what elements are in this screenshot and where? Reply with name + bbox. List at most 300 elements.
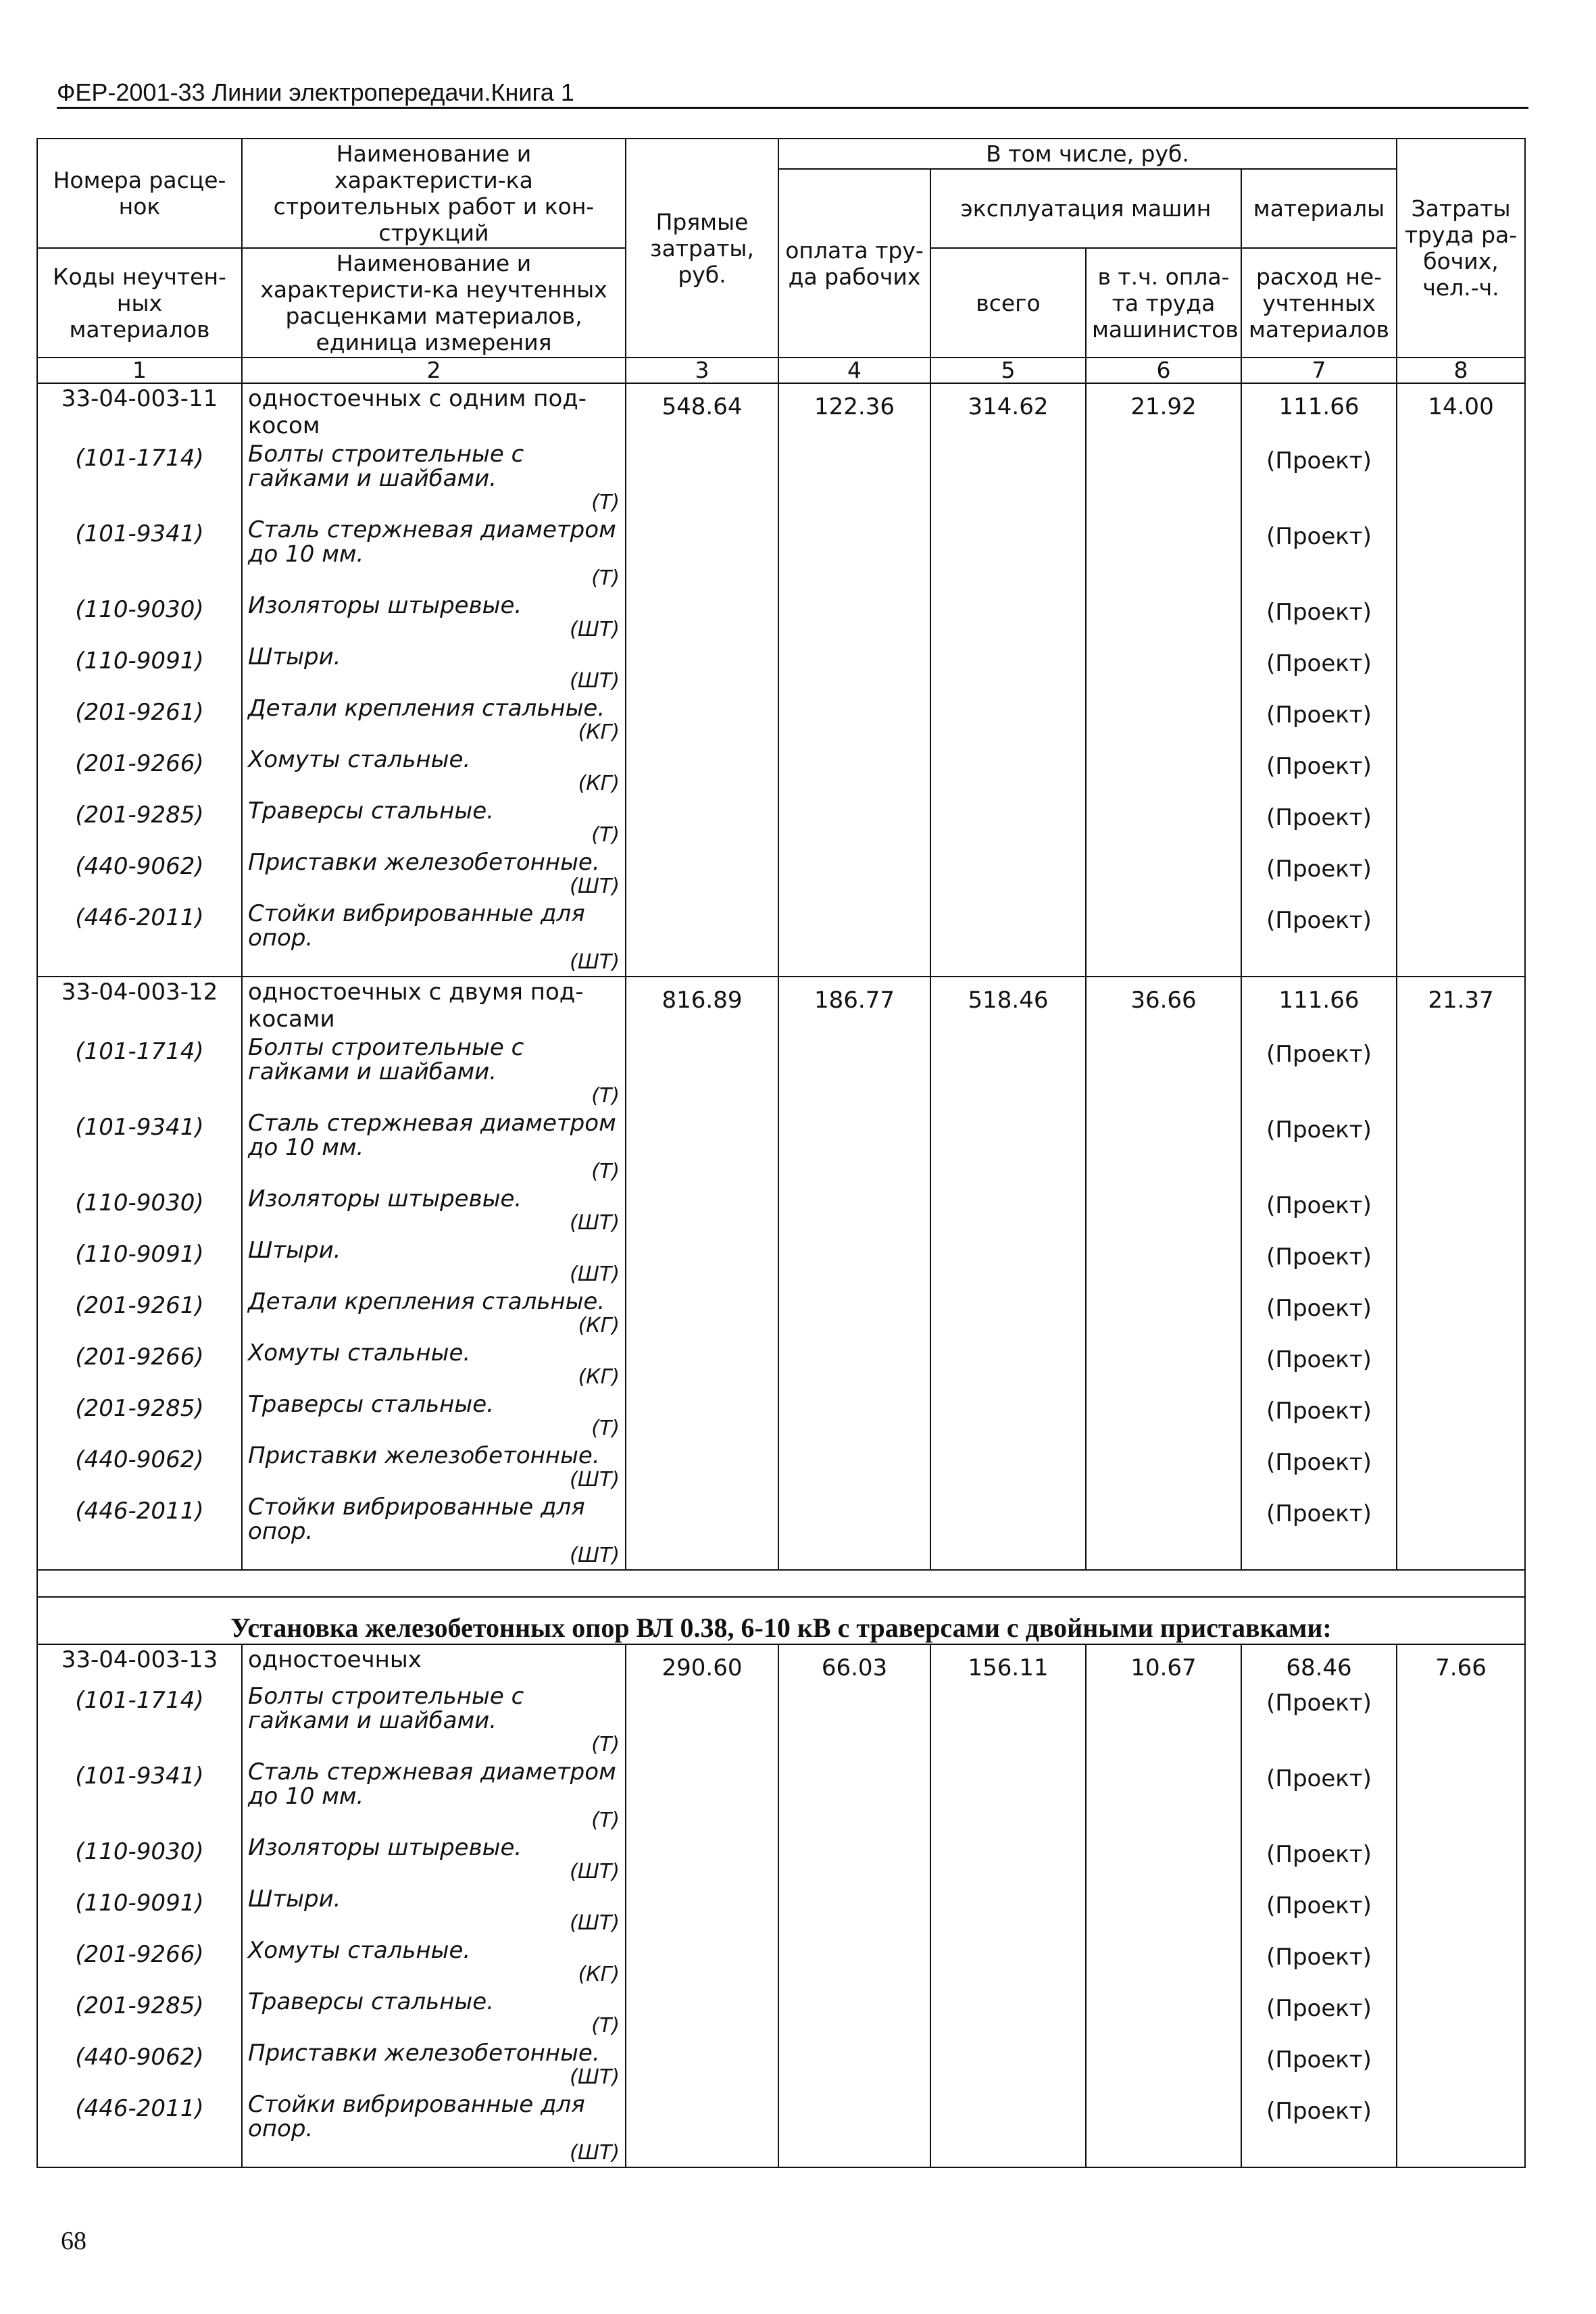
empty-cell xyxy=(778,2040,930,2091)
column-number: 7 xyxy=(1241,358,1397,383)
section-gap xyxy=(37,1570,1525,1597)
rate-code: 33-04-003-12 xyxy=(37,977,242,1034)
material-code: (101-9341) xyxy=(37,516,242,592)
material-row xyxy=(37,1110,1525,1185)
material-row xyxy=(37,1185,1525,1237)
material-unit: (Т) xyxy=(591,1160,620,1183)
material-name: Траверсы стальные. xyxy=(248,1391,494,1418)
material-name-cell xyxy=(242,797,626,849)
material-name: Штыри. xyxy=(248,643,341,670)
material-code: (110-9030) xyxy=(37,1185,242,1237)
empty-cell xyxy=(1397,1988,1525,2040)
empty-cell xyxy=(626,1391,778,1442)
material-unit: (КГ) xyxy=(578,772,620,795)
rate-row xyxy=(37,1644,1525,1683)
column-number: 3 xyxy=(626,358,778,383)
material-name: Детали крепления стальные. xyxy=(248,695,605,722)
empty-cell xyxy=(1397,1683,1525,1758)
empty-cell xyxy=(778,516,930,592)
material-unit: (ШТ) xyxy=(570,618,620,641)
material-name: Стойки вибрированные для опор. xyxy=(248,2091,585,2142)
material-code: (101-9341) xyxy=(37,1110,242,1185)
material-name: Хомуты стальные. xyxy=(248,1339,471,1367)
material-row xyxy=(37,643,1525,695)
material-unit: (ШТ) xyxy=(570,2141,620,2165)
header-col1-bottom: Коды неучтен-ных материалов xyxy=(37,248,242,358)
rate-value: 122.36 xyxy=(778,383,930,441)
empty-cell xyxy=(1086,746,1241,797)
header-col8: Затраты труда ра-бочих, чел.-ч. xyxy=(1397,139,1525,358)
empty-cell xyxy=(626,1288,778,1339)
empty-cell xyxy=(930,1110,1086,1185)
empty-cell xyxy=(626,1339,778,1391)
empty-cell xyxy=(1086,1237,1241,1288)
header-col6: в т.ч. опла-та труда машинистов xyxy=(1086,248,1241,358)
empty-cell xyxy=(1397,1288,1525,1339)
empty-cell xyxy=(930,441,1086,516)
material-code: (201-9285) xyxy=(37,1391,242,1442)
price-table xyxy=(36,138,1526,2168)
material-status: (Проект) xyxy=(1241,592,1397,643)
empty-cell xyxy=(1086,1494,1241,1570)
empty-cell xyxy=(626,1494,778,1570)
material-status: (Проект) xyxy=(1241,643,1397,695)
empty-cell xyxy=(1397,1185,1525,1237)
rate-value: 548.64 xyxy=(626,383,778,441)
material-row xyxy=(37,592,1525,643)
empty-cell xyxy=(1397,1034,1525,1110)
material-code: (110-9091) xyxy=(37,1886,242,1937)
empty-cell xyxy=(626,2040,778,2091)
material-name: Детали крепления стальные. xyxy=(248,1288,605,1315)
material-status: (Проект) xyxy=(1241,797,1397,849)
empty-cell xyxy=(626,1442,778,1494)
material-name-cell xyxy=(242,516,626,592)
empty-cell xyxy=(1086,1110,1241,1185)
material-unit: (ШТ) xyxy=(570,669,620,693)
rate-value: 14.00 xyxy=(1397,383,1525,441)
material-row xyxy=(37,1237,1525,1288)
empty-cell xyxy=(778,1185,930,1237)
material-status: (Проект) xyxy=(1241,1886,1397,1937)
empty-cell xyxy=(930,1834,1086,1886)
empty-cell xyxy=(1086,643,1241,695)
material-row xyxy=(37,1683,1525,1758)
rate-code: 33-04-003-11 xyxy=(37,383,242,441)
empty-cell xyxy=(1086,1683,1241,1758)
material-unit: (Т) xyxy=(591,2014,620,2038)
empty-cell xyxy=(626,2091,778,2167)
material-status: (Проект) xyxy=(1241,1683,1397,1758)
material-row xyxy=(37,849,1525,900)
rate-value: 290.60 xyxy=(626,1644,778,1683)
running-head: ФЕР-2001-33 Линии электропередачи.Книга 1 xyxy=(57,78,574,106)
material-name-cell xyxy=(242,1494,626,1570)
header-group-machines: эксплуатация машин xyxy=(930,169,1241,248)
material-status: (Проект) xyxy=(1241,900,1397,977)
material-unit: (Т) xyxy=(591,1733,620,1756)
empty-cell xyxy=(1397,1110,1525,1185)
material-unit: (ШТ) xyxy=(570,1544,620,1567)
empty-cell xyxy=(1397,592,1525,643)
empty-cell xyxy=(1086,1034,1241,1110)
empty-cell xyxy=(1086,797,1241,849)
rate-value: 10.67 xyxy=(1086,1644,1241,1683)
empty-cell xyxy=(778,1110,930,1185)
empty-cell xyxy=(930,1758,1086,1834)
empty-cell xyxy=(778,1683,930,1758)
empty-cell xyxy=(626,746,778,797)
material-row xyxy=(37,695,1525,746)
empty-cell xyxy=(778,695,930,746)
empty-cell xyxy=(1086,1886,1241,1937)
material-name-cell xyxy=(242,1339,626,1391)
empty-cell xyxy=(778,643,930,695)
material-row xyxy=(37,1288,1525,1339)
material-status: (Проект) xyxy=(1241,1442,1397,1494)
material-unit: (Т) xyxy=(591,1808,620,1832)
material-code: (446-2011) xyxy=(37,2091,242,2167)
material-status: (Проект) xyxy=(1241,1110,1397,1185)
empty-cell xyxy=(626,1834,778,1886)
material-unit: (КГ) xyxy=(578,1314,620,1337)
material-name-cell xyxy=(242,1937,626,1988)
empty-cell xyxy=(1086,1834,1241,1886)
material-name-cell xyxy=(242,746,626,797)
empty-cell xyxy=(1086,1937,1241,1988)
empty-cell xyxy=(778,1886,930,1937)
empty-cell xyxy=(626,1937,778,1988)
material-status: (Проект) xyxy=(1241,441,1397,516)
column-numbers-row xyxy=(37,358,1525,383)
table-body xyxy=(37,383,1525,2167)
column-number: 2 xyxy=(242,358,626,383)
empty-cell xyxy=(626,849,778,900)
material-status: (Проект) xyxy=(1241,1185,1397,1237)
empty-cell xyxy=(930,1494,1086,1570)
empty-cell xyxy=(930,592,1086,643)
empty-cell xyxy=(626,516,778,592)
rate-value: 111.66 xyxy=(1241,977,1397,1034)
empty-cell xyxy=(1086,2091,1241,2167)
rate-value: 111.66 xyxy=(1241,383,1397,441)
material-code: (440-9062) xyxy=(37,2040,242,2091)
empty-cell xyxy=(1397,441,1525,516)
material-name: Штыри. xyxy=(248,1886,341,1913)
material-name-cell xyxy=(242,1683,626,1758)
empty-cell xyxy=(778,1937,930,1988)
empty-cell xyxy=(930,1683,1086,1758)
header-rule xyxy=(57,107,1528,109)
material-unit: (Т) xyxy=(591,1417,620,1440)
empty-cell xyxy=(1397,1886,1525,1937)
empty-cell xyxy=(626,1034,778,1110)
empty-cell xyxy=(1397,2091,1525,2167)
material-row xyxy=(37,1758,1525,1834)
empty-cell xyxy=(778,1237,930,1288)
material-status: (Проект) xyxy=(1241,1391,1397,1442)
empty-cell xyxy=(626,1988,778,2040)
material-name-cell xyxy=(242,441,626,516)
rate-value: 314.62 xyxy=(930,383,1086,441)
empty-cell xyxy=(1397,1937,1525,1988)
material-name-cell xyxy=(242,1110,626,1185)
material-unit: (Т) xyxy=(591,491,620,514)
material-row xyxy=(37,1988,1525,2040)
empty-cell xyxy=(930,746,1086,797)
rate-value: 156.11 xyxy=(930,1644,1086,1683)
material-name-cell xyxy=(242,592,626,643)
header-col4: оплата тру-да рабочих xyxy=(778,169,930,358)
rate-value: 518.46 xyxy=(930,977,1086,1034)
material-name-cell xyxy=(242,1237,626,1288)
material-unit: (ШТ) xyxy=(570,950,620,974)
empty-cell xyxy=(1397,1442,1525,1494)
material-unit: (КГ) xyxy=(578,720,620,744)
rate-value: 186.77 xyxy=(778,977,930,1034)
rate-value: 21.92 xyxy=(1086,383,1241,441)
rate-value: 36.66 xyxy=(1086,977,1241,1034)
material-unit: (КГ) xyxy=(578,1963,620,1986)
empty-cell xyxy=(930,1237,1086,1288)
material-name-cell xyxy=(242,1391,626,1442)
material-status: (Проект) xyxy=(1241,1288,1397,1339)
material-name: Стойки вибрированные для опор. xyxy=(248,900,585,952)
material-status: (Проект) xyxy=(1241,1937,1397,1988)
empty-cell xyxy=(1086,1442,1241,1494)
material-row xyxy=(37,1391,1525,1442)
empty-cell xyxy=(930,1185,1086,1237)
material-name: Сталь стержневая диаметром до 10 мм. xyxy=(248,516,616,568)
material-code: (440-9062) xyxy=(37,849,242,900)
header-col3: Прямые затраты, руб. xyxy=(626,139,778,358)
material-status: (Проект) xyxy=(1241,746,1397,797)
material-row xyxy=(37,1494,1525,1570)
material-row xyxy=(37,797,1525,849)
material-name: Траверсы стальные. xyxy=(248,1988,494,2015)
material-name-cell xyxy=(242,1886,626,1937)
material-name: Хомуты стальные. xyxy=(248,746,471,773)
material-code: (440-9062) xyxy=(37,1442,242,1494)
material-name-cell xyxy=(242,1988,626,2040)
work-name: одностоечных xyxy=(242,1644,626,1683)
material-code: (446-2011) xyxy=(37,900,242,977)
material-name-cell xyxy=(242,900,626,977)
empty-cell xyxy=(1086,1185,1241,1237)
column-number: 4 xyxy=(778,358,930,383)
empty-cell xyxy=(930,900,1086,977)
material-name-cell xyxy=(242,1034,626,1110)
empty-cell xyxy=(930,849,1086,900)
empty-cell xyxy=(930,1442,1086,1494)
empty-cell xyxy=(778,1442,930,1494)
empty-cell xyxy=(930,643,1086,695)
material-code: (101-9341) xyxy=(37,1758,242,1834)
empty-cell xyxy=(1397,695,1525,746)
empty-cell xyxy=(930,1937,1086,1988)
material-code: (110-9091) xyxy=(37,1237,242,1288)
material-status: (Проект) xyxy=(1241,1034,1397,1110)
material-name: Сталь стержневая диаметром до 10 мм. xyxy=(248,1110,616,1161)
material-row xyxy=(37,1937,1525,1988)
price-table-container xyxy=(36,138,1524,2168)
rate-value: 7.66 xyxy=(1397,1644,1525,1683)
empty-cell xyxy=(930,2040,1086,2091)
empty-cell xyxy=(626,1758,778,1834)
empty-cell xyxy=(1397,643,1525,695)
column-number: 1 xyxy=(37,358,242,383)
material-name: Траверсы стальные. xyxy=(248,797,494,824)
material-status: (Проект) xyxy=(1241,1339,1397,1391)
column-number: 6 xyxy=(1086,358,1241,383)
material-code: (101-1714) xyxy=(37,441,242,516)
material-unit: (Т) xyxy=(591,823,620,847)
material-unit: (КГ) xyxy=(578,1365,620,1389)
material-name-cell xyxy=(242,695,626,746)
material-unit: (ШТ) xyxy=(570,875,620,898)
material-code: (110-9030) xyxy=(37,1834,242,1886)
material-name: Приставки железобетонные. xyxy=(248,2040,600,2067)
empty-cell xyxy=(1086,849,1241,900)
material-unit: (ШТ) xyxy=(570,1860,620,1884)
empty-cell xyxy=(1086,2040,1241,2091)
material-name-cell xyxy=(242,1288,626,1339)
material-code: (201-9285) xyxy=(37,1988,242,2040)
empty-cell xyxy=(1397,1391,1525,1442)
empty-cell xyxy=(626,1683,778,1758)
empty-cell xyxy=(930,695,1086,746)
material-name: Приставки железобетонные. xyxy=(248,849,600,876)
rate-value: 68.46 xyxy=(1241,1644,1397,1683)
header-col2-bottom: Наименование и характеристи-ка неучтенных расценками материалов, единица измерения xyxy=(242,248,626,358)
empty-cell xyxy=(778,1988,930,2040)
material-code: (110-9030) xyxy=(37,592,242,643)
header-group-main: В том числе, руб. xyxy=(778,139,1397,169)
material-status: (Проект) xyxy=(1241,1834,1397,1886)
material-name-cell xyxy=(242,1185,626,1237)
empty-cell xyxy=(1086,1339,1241,1391)
material-row xyxy=(37,2091,1525,2167)
material-code: (201-9266) xyxy=(37,746,242,797)
material-code: (201-9285) xyxy=(37,797,242,849)
material-name: Сталь стержневая диаметром до 10 мм. xyxy=(248,1758,616,1810)
empty-cell xyxy=(930,2091,1086,2167)
empty-cell xyxy=(778,849,930,900)
material-code: (201-9266) xyxy=(37,1937,242,1988)
material-name-cell xyxy=(242,1834,626,1886)
empty-cell xyxy=(930,516,1086,592)
material-name-cell xyxy=(242,849,626,900)
empty-cell xyxy=(1086,1988,1241,2040)
material-name: Изоляторы штыревые. xyxy=(248,1834,522,1861)
material-name: Приставки железобетонные. xyxy=(248,1442,600,1469)
empty-cell xyxy=(930,1886,1086,1937)
material-unit: (ШТ) xyxy=(570,1468,620,1492)
material-code: (110-9091) xyxy=(37,643,242,695)
column-number: 8 xyxy=(1397,358,1525,383)
header-col1-top: Номера расце-нок xyxy=(37,139,242,248)
material-name: Штыри. xyxy=(248,1237,341,1264)
empty-cell xyxy=(778,1494,930,1570)
material-code: (201-9261) xyxy=(37,695,242,746)
empty-cell xyxy=(778,746,930,797)
material-name: Болты строительные с гайками и шайбами. xyxy=(248,1034,524,1085)
material-status: (Проект) xyxy=(1241,1758,1397,1834)
material-row xyxy=(37,441,1525,516)
rate-row xyxy=(37,383,1525,441)
empty-cell xyxy=(930,1391,1086,1442)
empty-cell xyxy=(1397,516,1525,592)
empty-cell xyxy=(1397,1494,1525,1570)
empty-cell xyxy=(778,2091,930,2167)
empty-cell xyxy=(930,1339,1086,1391)
material-unit: (Т) xyxy=(591,1084,620,1108)
material-unit: (Т) xyxy=(591,566,620,590)
material-row xyxy=(37,900,1525,977)
empty-cell xyxy=(1397,1834,1525,1886)
empty-cell xyxy=(778,441,930,516)
material-status: (Проект) xyxy=(1241,2040,1397,2091)
rate-value: 66.03 xyxy=(778,1644,930,1683)
material-row xyxy=(37,1834,1525,1886)
empty-cell xyxy=(778,592,930,643)
empty-cell xyxy=(1086,1288,1241,1339)
empty-cell xyxy=(778,1391,930,1442)
empty-cell xyxy=(1397,849,1525,900)
empty-cell xyxy=(626,1886,778,1937)
material-unit: (ШТ) xyxy=(570,1262,620,1286)
empty-cell xyxy=(1397,746,1525,797)
material-unit: (ШТ) xyxy=(570,1211,620,1235)
empty-cell xyxy=(626,900,778,977)
material-name: Хомуты стальные. xyxy=(248,1937,471,1964)
material-status: (Проект) xyxy=(1241,849,1397,900)
rate-value: 816.89 xyxy=(626,977,778,1034)
empty-cell xyxy=(1397,1339,1525,1391)
empty-cell xyxy=(778,1339,930,1391)
empty-cell xyxy=(1397,797,1525,849)
material-status: (Проект) xyxy=(1241,695,1397,746)
material-name: Изоляторы штыревые. xyxy=(248,592,522,619)
rate-value: 21.37 xyxy=(1397,977,1525,1034)
material-name: Болты строительные с гайками и шайбами. xyxy=(248,1683,524,1734)
material-code: (446-2011) xyxy=(37,1494,242,1570)
page-number: 68 xyxy=(61,2227,86,2255)
empty-cell xyxy=(1397,900,1525,977)
rate-row xyxy=(37,977,1525,1034)
empty-cell xyxy=(1086,516,1241,592)
material-status: (Проект) xyxy=(1241,1237,1397,1288)
empty-cell xyxy=(626,441,778,516)
material-row xyxy=(37,1339,1525,1391)
empty-cell xyxy=(1397,2040,1525,2091)
work-name: одностоечных с одним под-косом xyxy=(242,383,626,441)
empty-cell xyxy=(1086,900,1241,977)
empty-cell xyxy=(626,797,778,849)
material-row xyxy=(37,1886,1525,1937)
header-col2-top: Наименование и характеристи-ка строительных работ и кон-струкций xyxy=(242,139,626,248)
material-unit: (ШТ) xyxy=(570,2065,620,2089)
material-name-cell xyxy=(242,2040,626,2091)
empty-cell xyxy=(1086,592,1241,643)
material-row xyxy=(37,1034,1525,1110)
empty-cell xyxy=(778,1834,930,1886)
material-name-cell xyxy=(242,1442,626,1494)
material-status: (Проект) xyxy=(1241,516,1397,592)
material-row xyxy=(37,2040,1525,2091)
empty-cell xyxy=(930,1988,1086,2040)
empty-cell xyxy=(1397,1758,1525,1834)
